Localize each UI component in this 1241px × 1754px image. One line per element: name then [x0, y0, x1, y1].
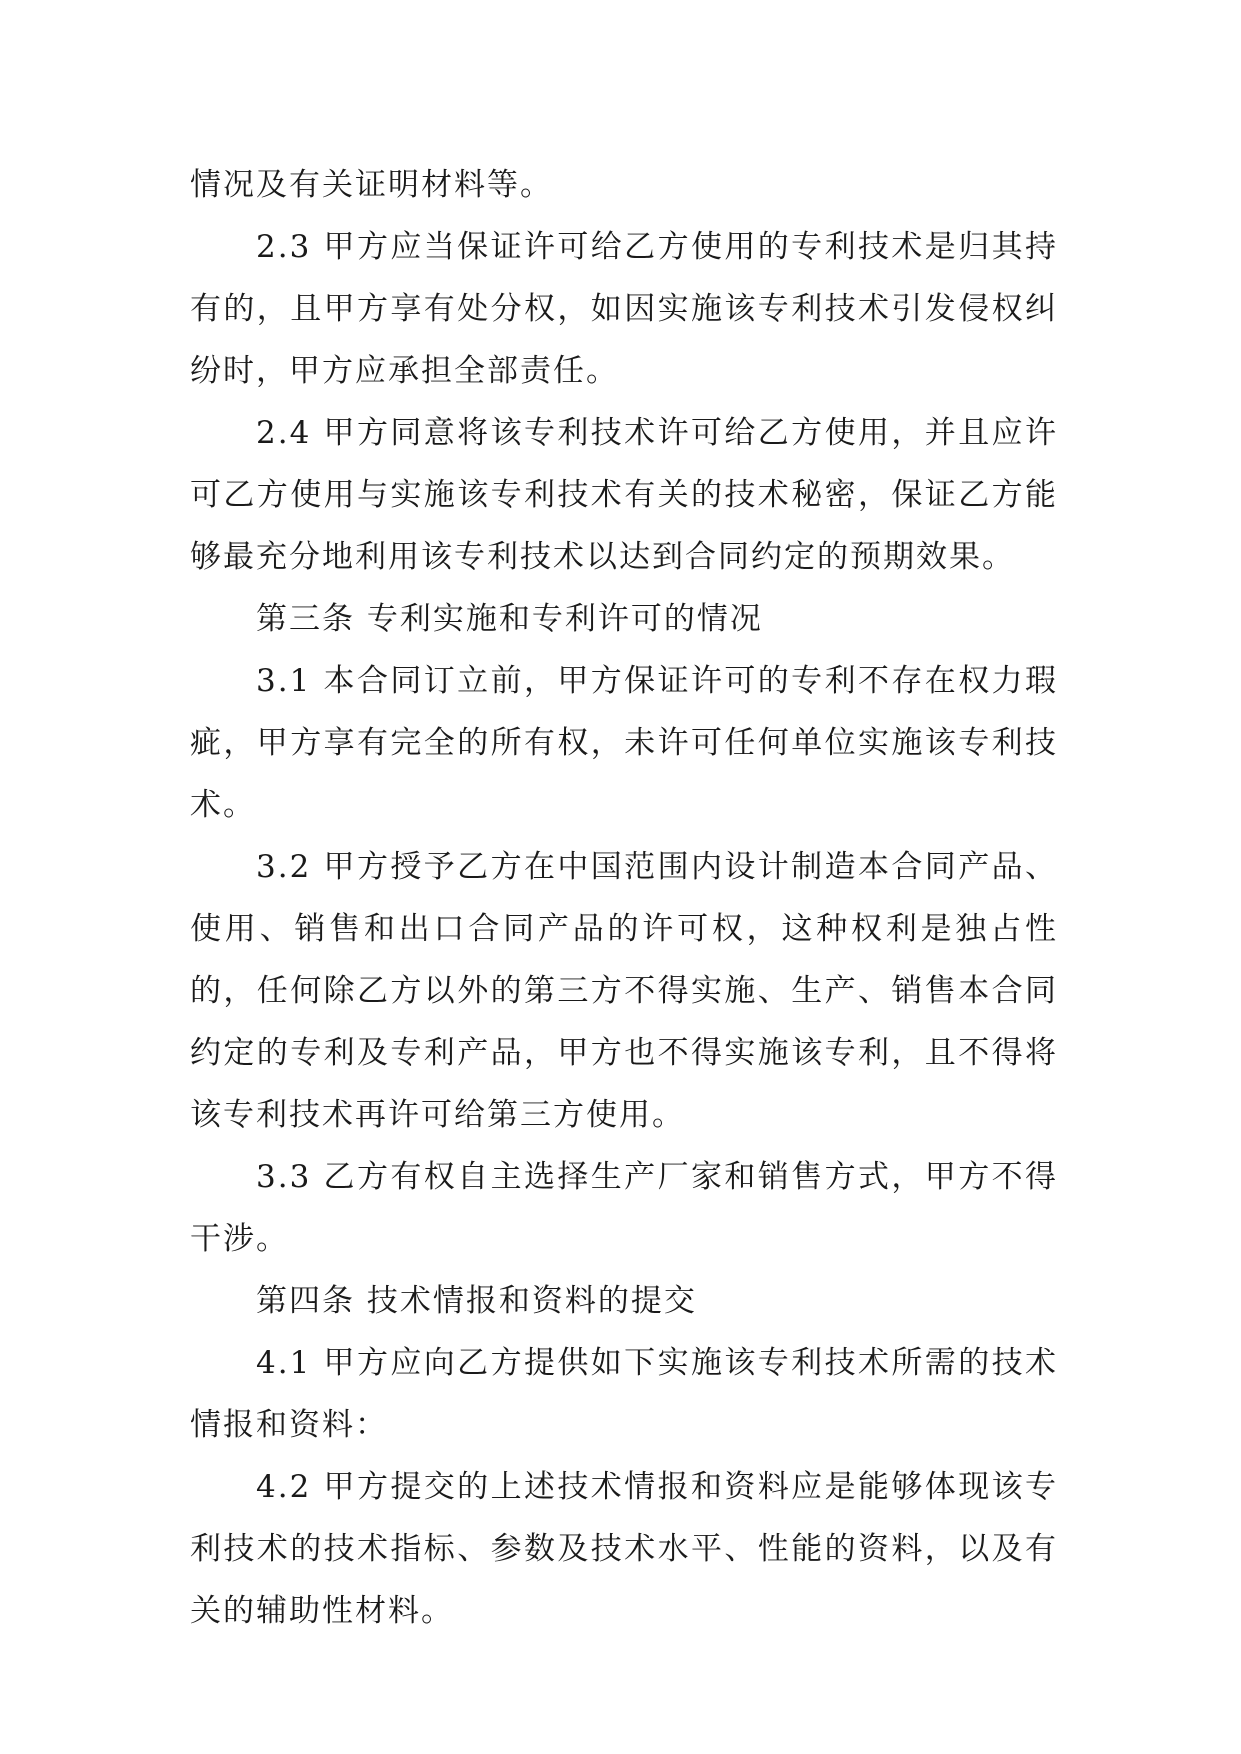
heading-article-3: 第三条 专利实施和专利许可的情况 [256, 601, 763, 637]
paragraph-clause-3-1: 3.1 本合同订立前，甲方保证许可的专利不存在权力瑕疵，甲方享有完全的所有权，未许可任何单位实施该专利技术。 [190, 663, 1058, 823]
paragraph-clause-4-2: 4.2 甲方提交的上述技术情报和资料应是能够体现该专利技术的技术指标、参数及技术水平、性能的资料，以及有关的辅助性材料。 [190, 1469, 1058, 1629]
paragraph-clause-2-3: 2.3 甲方应当保证许可给乙方使用的专利技术是归其持有的，且甲方享有处分权，如因实施该专利技术引发侵权纠纷时，甲方应承担全部责任。 [190, 229, 1058, 389]
paragraph-clause-4-1: 4.1 甲方应向乙方提供如下实施该专利技术所需的技术情报和资料： [190, 1345, 1058, 1443]
document-body [190, 154, 1058, 1642]
paragraph-continuation: 情况及有关证明材料等。 [190, 167, 553, 203]
paragraph-clause-3-2: 3.2 甲方授予乙方在中国范围内设计制造本合同产品、使用、销售和出口合同产品的许可权，这种权利是独占性的，任何除乙方以外的第三方不得实施、生产、销售本合同约定的专利及专利产品，甲方也不得实施该专利，且不得将该专利技术再许可给第三方使用。 [190, 849, 1058, 1133]
paragraph-clause-3-3: 3.3 乙方有权自主选择生产厂家和销售方式，甲方不得干涉。 [190, 1159, 1058, 1257]
heading-article-4: 第四条 技术情报和资料的提交 [256, 1283, 697, 1319]
paragraph-clause-2-4: 2.4 甲方同意将该专利技术许可给乙方使用，并且应许可乙方使用与实施该专利技术有关的技术秘密，保证乙方能够最充分地利用该专利技术以达到合同约定的预期效果。 [190, 415, 1058, 575]
